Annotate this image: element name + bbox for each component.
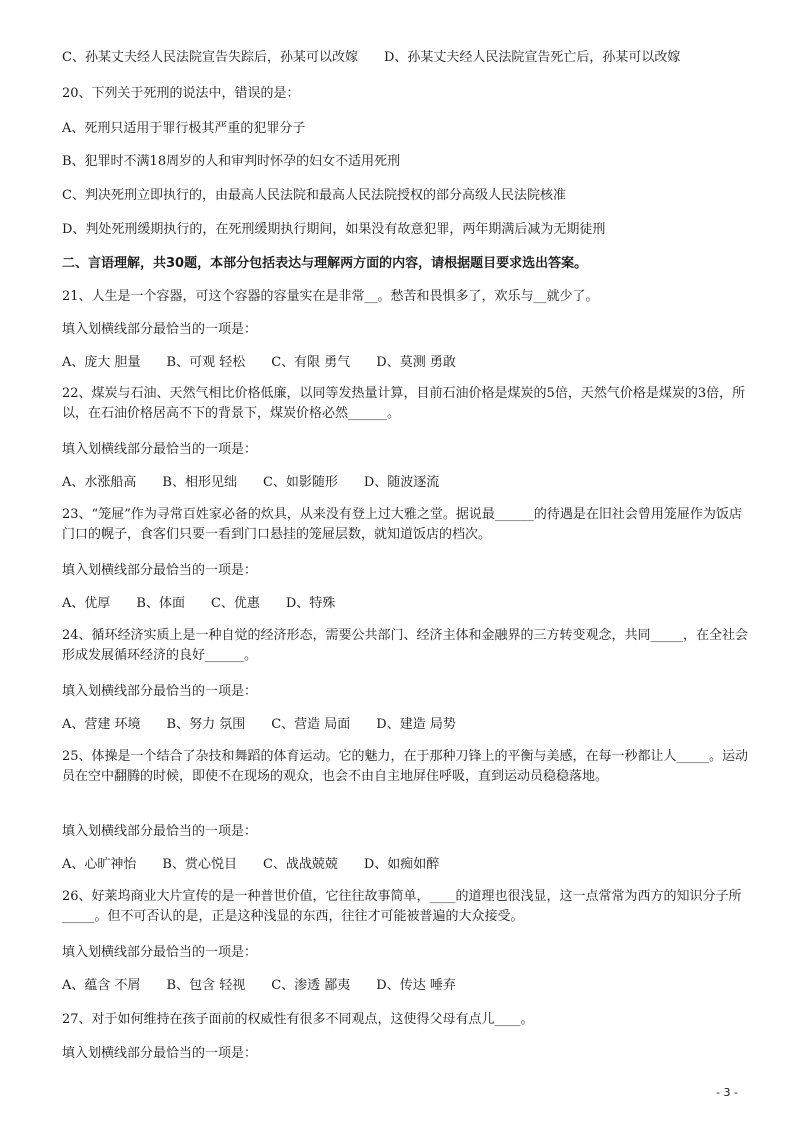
question-23: 23、“笼屉”作为寻常百姓家必备的炊具，从来没有登上过大雅之堂。据说最______的待遇是在旧社会曾用笼屉作为饭店门口的幌子，食客们只要一看到门口悬挂的笼屉层数，就知道饭店的档次。 bbox=[62, 507, 742, 542]
options-25: A、心旷神怡 B、赏心悦目 C、战战兢兢 D、如痴如醉 bbox=[62, 857, 440, 872]
options-24: A、营建 环境 B、努力 氛围 C、营造 局面 D、建造 局势 bbox=[62, 717, 456, 732]
question-22: 22、煤炭与石油、天然气相比价格低廉，以同等发热量计算，目前石油价格是煤炭的5倍，天然气价格是煤炭的3倍，所以，在石油价格居高不下的背景下，煤炭价格必然______。 bbox=[62, 386, 746, 421]
question-21: 21、人生是一个容器，可这个容器的容量实在是非常__。愁苦和畏惧多了，欢乐与__就少了。 bbox=[62, 289, 599, 304]
instruction-25: 填入划横线部分最恰当的一项是： bbox=[62, 824, 258, 839]
option-20-b: B、犯罪时不满18周岁的人和审判时怀孕的妇女不适用死刑 bbox=[62, 154, 401, 169]
instruction-23: 填入划横线部分最恰当的一项是： bbox=[62, 563, 258, 578]
options-26: A、蕴含 不屑 B、包含 轻视 C、渗透 鄙夷 D、传达 唾弃 bbox=[62, 978, 456, 993]
option-20-d: D、判处死刑缓期执行的，在死刑缓期执行期间，如果没有故意犯罪，两年期满后减为无期徒刑 bbox=[62, 222, 606, 237]
question-25: 25、体操是一个结合了杂技和舞蹈的体育运动。它的魅力，在于那种刀锋上的平衡与美感，在每一秒都让人_____。运动员在空中翻腾的时候，即使不在现场的观众，也会不由自主地屏住呼吸，直到运动员稳稳落地。 bbox=[62, 749, 749, 784]
instruction-22: 填入划横线部分最恰当的一项是： bbox=[62, 442, 258, 457]
page-number: - 3 - bbox=[716, 1086, 738, 1099]
question-27: 27、对于如何维持在孩子面前的权威性有很多不同观点，这使得父母有点儿____。 bbox=[62, 1012, 534, 1027]
question-26: 26、好莱坞商业大片宣传的是一种普世价值，它往往故事简单，____的道理也很浅显，这一点常常为西方的知识分子所_____。但不可否认的是，正是这种浅显的东西，往往才可能被普遍的大众接受。 bbox=[62, 889, 742, 924]
options-22: A、水涨船高 B、相形见绌 C、如影随形 D、随波逐流 bbox=[62, 475, 440, 490]
instruction-21: 填入划横线部分最恰当的一项是： bbox=[62, 322, 258, 337]
instruction-26: 填入划横线部分最恰当的一项是： bbox=[62, 945, 258, 960]
option-line-19-cd: C、孙某丈夫经人民法院宣告失踪后，孙某可以改嫁 D、孙某丈夫经人民法院宣告死亡后，孙某可以改嫁 bbox=[62, 50, 681, 65]
question-24: 24、循环经济实质上是一种自觉的经济形态，需要公共部门、经济主体和金融界的三方转变观念，共同_____，在全社会形成发展循环经济的良好______。 bbox=[62, 628, 749, 663]
option-20-c: C、判决死刑立即执行的，由最高人民法院和最高人民法院授权的部分高级人民法院核准 bbox=[62, 188, 566, 203]
options-23: A、优厚 B、体面 C、优惠 D、特殊 bbox=[62, 596, 336, 611]
instruction-27: 填入划横线部分最恰当的一项是： bbox=[62, 1046, 258, 1061]
section-heading-verbal: 二、言语理解，共30题，本部分包括表达与理解两方面的内容，请根据题目要求选出答案。 bbox=[62, 256, 588, 271]
option-20-a: A、死刑只适用于罪行极其严重的犯罪分子 bbox=[62, 121, 306, 136]
question-20: 20、下列关于死刑的说法中，错误的是： bbox=[62, 86, 300, 101]
instruction-24: 填入划横线部分最恰当的一项是： bbox=[62, 684, 258, 699]
options-21: A、庞大 胆量 B、可观 轻松 C、有限 勇气 D、莫测 勇敢 bbox=[62, 355, 456, 370]
